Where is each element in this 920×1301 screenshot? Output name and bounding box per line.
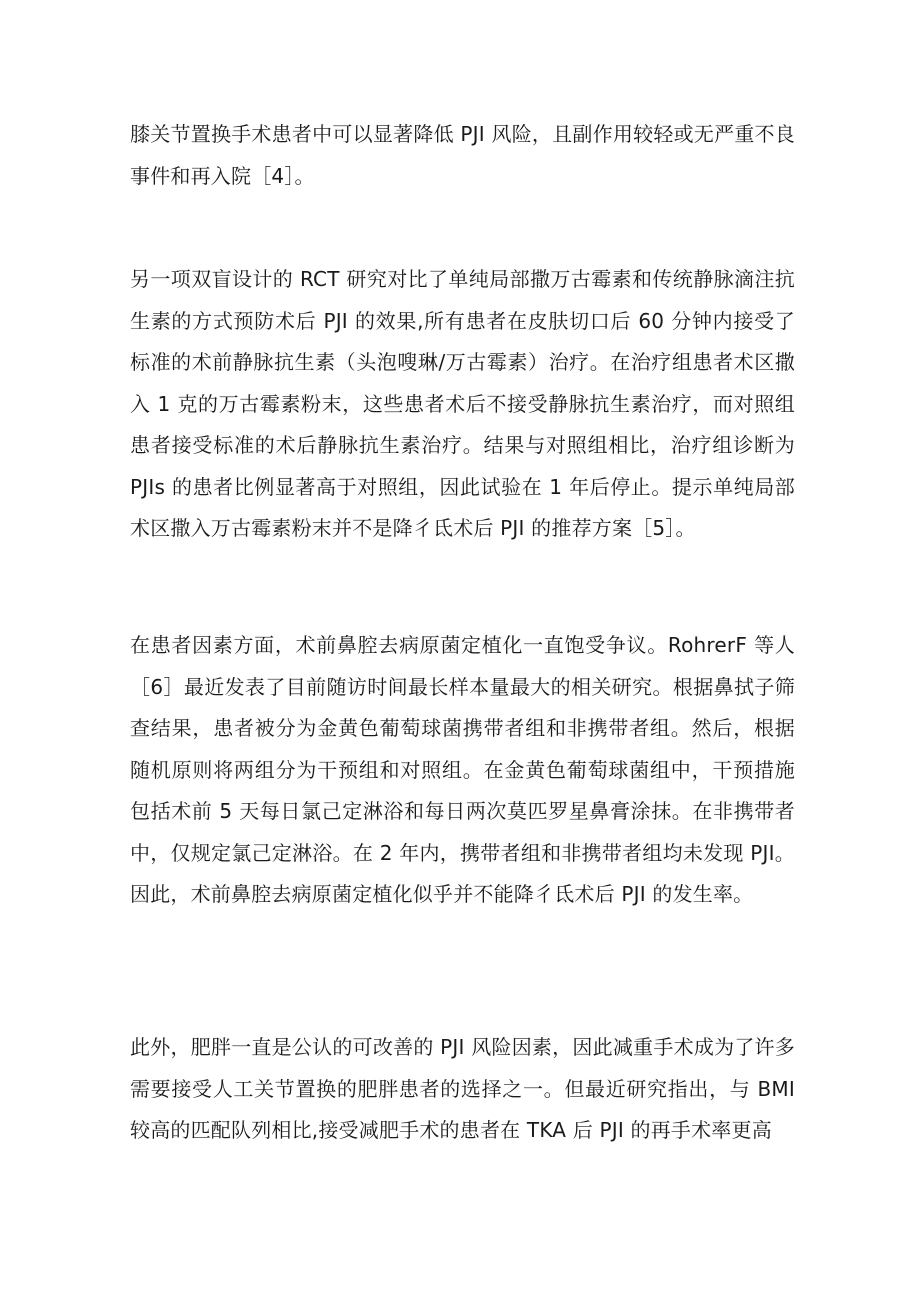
paragraph-3: 在患者因素方面，术前鼻腔去病原菌定植化一直饱受争议。RohrerF 等人［6］最近发表了目前随访时间最长样本量最大的相关研究。根据鼻拭子筛查结果，患者被分为金黄色葡萄球菌携带者组和非携带者组。然后，根据随机原则将两组分为干预组和对照组。在金黄色葡萄球菌组中，干预措施包括术前 5 天每日氯己定淋浴和每日两次莫匹罗星鼻膏涂抹。在非携带者中，仅规定氯己定淋浴。在 2 年内，携带者组和非携带者组均未发现 PJI。因此，术前鼻腔去病原菌定植化似乎并不能降彳氐术后 PJI 的发生率。 (130, 633, 795, 906)
paragraph-4: 此外，肥胖一直是公认的可改善的 PJI 风险因素，因此减重手术成为了许多需要接受人工关节置换的肥胖患者的选择之一。但最近研究指出，与 BMI 较高的匹配队列相比,接受减肥手术的患者在 TKA 后 PJI 的再手术率更高 (130, 1035, 795, 1142)
paragraph-2: 另一项双盲设计的 RCT 研究对比了单纯局部撒万古霉素和传统静脉滴注抗生素的方式预防术后 PJI 的效果,所有患者在皮肤切口后 60 分钟内接受了标准的术前静脉抗生素（头泡嗖琳/万古霉素）治疗。在治疗组患者术区撒入 1 克的万古霉素粉末，这些患者术后不接受静脉抗生素治疗，而对照组患者接受标准的术后静脉抗生素治疗。结果与对照组相比，治疗组诊断为 PJIs 的患者比例显著高于对照组，因此试验在 1 年后停止。提示单纯局部术区撒入万古霉素粉末并不是降彳氐术后 PJI 的推荐方案［5］。 (130, 267, 795, 540)
paragraph-1: 膝关节置换手术患者中可以显著降低 PJI 风险，且副作用较轻或无严重不良事件和再入院［4］。 (130, 122, 795, 188)
